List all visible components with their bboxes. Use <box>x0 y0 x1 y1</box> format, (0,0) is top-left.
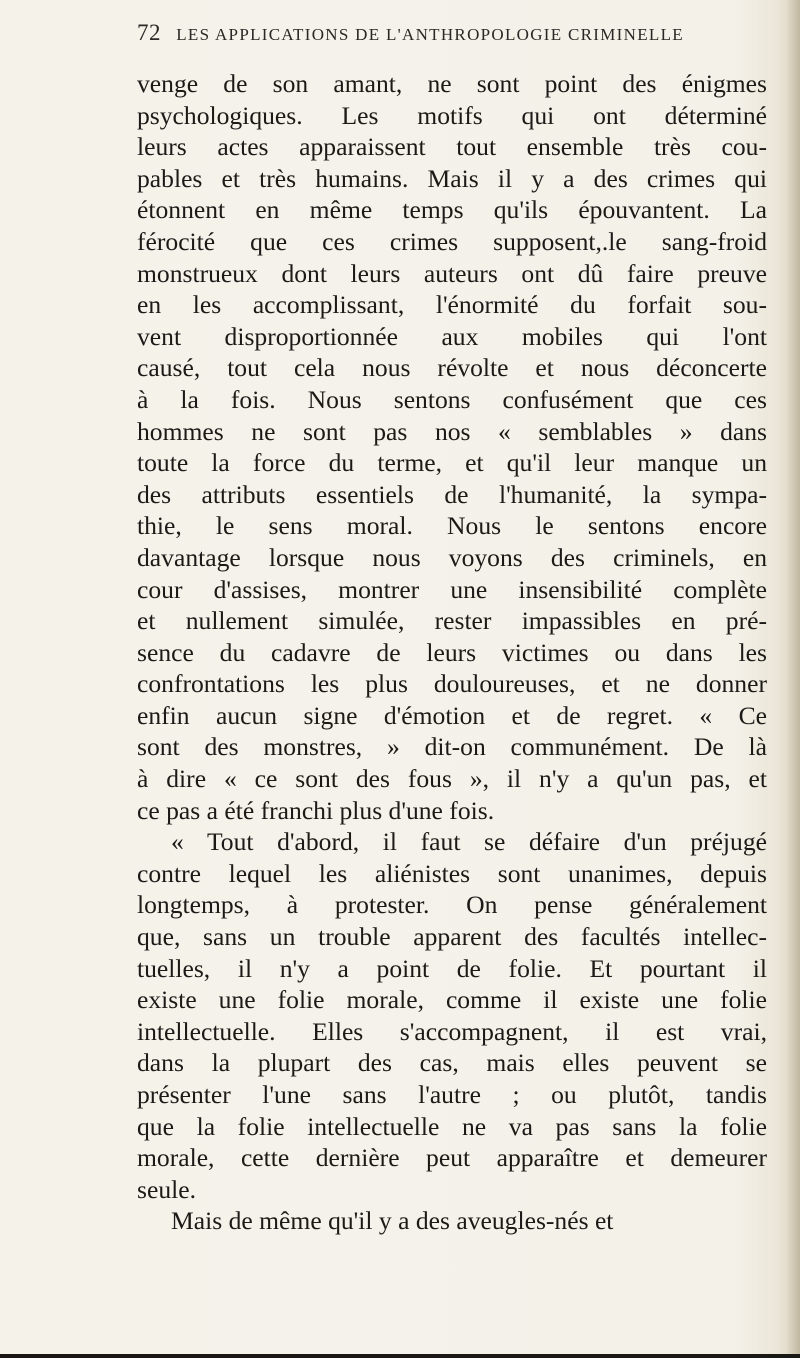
text-line: monstrueux dont leurs auteurs ont dû faire preuve <box>137 258 767 288</box>
text-line: à la fois. Nous sentons confusément que ces <box>137 384 767 414</box>
text-line: sence du cadavre de leurs victimes ou dans les <box>137 637 767 667</box>
text-line: sont des monstres, » dit-on communément. De là <box>137 732 767 762</box>
text-line: seule. <box>137 1174 196 1204</box>
page-number: 72 <box>137 20 161 45</box>
text-line: existe une folie morale, comme il existe une folie <box>137 985 767 1015</box>
text-line: causé, tout cela nous révolte et nous déconcerte <box>137 353 767 383</box>
text-line: des attributs essentiels de l'humanité, la sympa- <box>137 479 767 509</box>
text-line: enfin aucun signe d'émotion et de regret. « Ce <box>137 700 767 730</box>
text-line: confrontations les plus douloureuses, et ne donner <box>137 669 767 699</box>
body-text <box>137 68 767 1237</box>
text-line: davantage lorsque nous voyons des criminels, en <box>137 542 767 572</box>
text-line: « Tout d'abord, il faut se défaire d'un préjugé <box>171 827 767 857</box>
text-line: intellectuelle. Elles s'accompagnent, il est vrai, <box>137 1016 767 1046</box>
text-line: hommes ne sont pas nos « semblables » dans <box>137 416 767 446</box>
text-line: dans la plupart des cas, mais elles peuvent se <box>137 1048 767 1078</box>
text-line: vent disproportionnée aux mobiles qui l'ont <box>137 321 767 351</box>
text-line: contre lequel les aliénistes sont unanimes, depuis <box>137 858 767 888</box>
text-line: toute la force du terme, et qu'il leur manque un <box>137 448 767 478</box>
text-line: que la folie intellectuelle ne va pas sans la folie <box>137 1111 767 1141</box>
page-edge-shadow <box>786 0 800 1358</box>
text-line: à dire « ce sont des fous », il n'y a qu'un pas, et <box>137 764 767 794</box>
text-line: que, sans un trouble apparent des facultés intellec- <box>137 922 767 952</box>
running-title: LES APPLICATIONS DE L'ANTHROPOLOGIE CRIMINELLE <box>176 25 684 44</box>
text-line: présenter l'une sans l'autre ; ou plutôt, tandis <box>137 1080 767 1109</box>
text-line: morale, cette dernière peut apparaître et demeurer <box>137 1143 767 1173</box>
text-line: venge de son amant, ne sont point des énigmes <box>137 69 767 98</box>
text-line: et nullement simulée, rester impassibles en pré- <box>137 606 767 636</box>
text-line: en les accomplissant, l'énormité du forfait sou- <box>137 290 767 320</box>
text-line: étonnent en même temps qu'ils épouvantent. La <box>137 195 767 225</box>
text-line: tuelles, il n'y a point de folie. Et pourtant il <box>137 953 767 983</box>
text-line: psychologiques. Les motifs qui ont déterminé <box>137 100 767 130</box>
text-line: Mais de même qu'il y a des aveugles-nés et <box>171 1206 614 1236</box>
text-line: cour d'assises, montrer une insensibilité complète <box>137 574 767 604</box>
text-line: ce pas a été franchi plus d'une fois. <box>137 795 495 825</box>
text-line: leurs actes apparaissent tout ensemble très cou- <box>137 132 767 162</box>
bottom-rule <box>0 1354 800 1358</box>
text-line: thie, le sens moral. Nous le sentons encore <box>137 511 767 541</box>
text-line: pables et très humains. Mais il y a des crimes qui <box>137 163 767 193</box>
text-line: férocité que ces crimes supposent,.le sang-froid <box>137 226 767 256</box>
running-head <box>137 20 777 46</box>
text-line: longtemps, à protester. On pense généralement <box>137 890 767 920</box>
